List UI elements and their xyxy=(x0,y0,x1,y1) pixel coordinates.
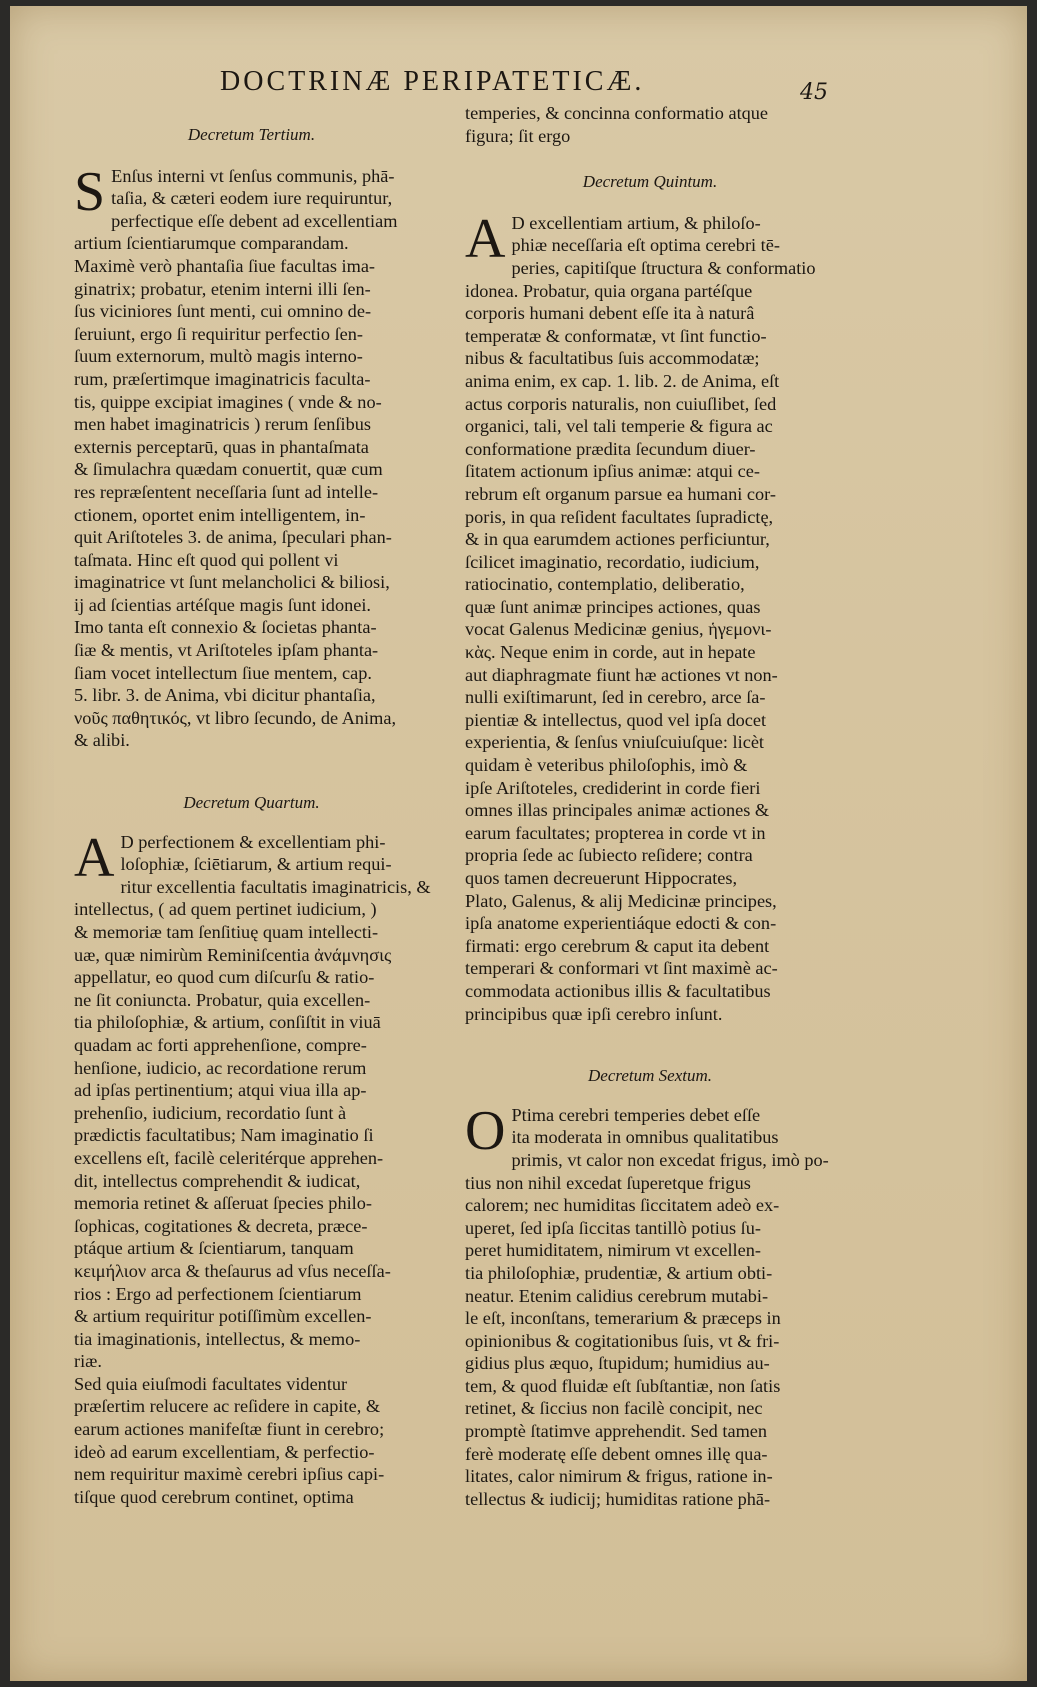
drop-cap: S xyxy=(74,160,106,223)
section-body xyxy=(74,160,429,752)
text-line: phiæ neceſſaria eſt optima cerebri tē- xyxy=(511,235,780,256)
text-line: & memoriæ tam ſenſitiuę quam intellecti- xyxy=(74,922,379,942)
text-line: organici, tali, vel tali temperie & figura ac xyxy=(465,416,773,437)
text-line: peret humiditatem, nimirum vt excellen- xyxy=(465,1240,761,1261)
text-line: perfectique eſſe debent ad excellentiam xyxy=(111,210,398,231)
text-line: primis, vt calor non excedat frigus, imò po- xyxy=(511,1149,829,1170)
text-line: riæ. xyxy=(74,1351,102,1372)
text-line: pientiæ & intellectus, quod vel ipſa docet xyxy=(465,709,767,730)
text-line: temperatæ & conformatæ, vt ſint functio- xyxy=(465,325,767,346)
text-line: idonea. Probatur, quia organa partéſque xyxy=(465,280,753,301)
text-line: temperies, & concinna conformatio atque xyxy=(465,103,769,123)
text-line: quadam ac forti apprehenſione, compre- xyxy=(74,1034,367,1055)
text-line: uperet, ſed ipſa ſiccitas tantillò potius ſu- xyxy=(465,1217,761,1238)
text-line: κειμήλιον arca & theſaurus ad vſus neceſſa- xyxy=(74,1260,391,1281)
text-line: quos tamen decreuerunt Hippocrates, xyxy=(465,868,738,888)
text-line: ad ipſas pertinentium; atqui viua illa ap- xyxy=(74,1080,367,1101)
text-line: prædictis facultatibus; Nam imaginatio ſi xyxy=(74,1125,374,1146)
text-line: imaginatrice vt ſunt melancholici & biliosi, xyxy=(74,572,390,593)
text-line: opinionibus & cogitationibus ſuis, vt & fri- xyxy=(465,1330,780,1351)
text-line: temperari & conformari vt ſint maximè ac- xyxy=(465,958,778,979)
running-head: DOCTRINÆ PERIPATETICÆ. xyxy=(220,66,645,97)
text-line: tem, & quod fluidæ eſt ſubſtantiæ, non ſatis xyxy=(465,1375,781,1396)
section-body xyxy=(465,207,835,1025)
text-line: Maximè verò phantaſia ſiue facultas ima- xyxy=(74,255,376,276)
text-line: ctionem, oportet enim intelligentem, in- xyxy=(74,504,366,525)
text-line: ſiam vocet intellectum ſiue mentem, cap. xyxy=(74,662,372,683)
text-line: excellens eſt, facilè celeritérque apprehen- xyxy=(74,1147,384,1168)
text-line: omnes illas principales animæ actiones & xyxy=(465,800,770,821)
text-line: actus corporis naturalis, non cuiuſlibet, ſed xyxy=(465,393,777,414)
section-heading: Decretum Tertium. xyxy=(187,125,316,144)
text-line: aut diaphragmate fiunt hæ actiones vt non- xyxy=(465,664,778,685)
text-line: memoria retinet & aſſeruat ſpecies philo- xyxy=(74,1193,372,1214)
text-line: taſia, & cæteri eodem iure requiruntur, xyxy=(111,188,393,209)
text-line: ſuum externorum, multò magis interno- xyxy=(74,346,363,367)
text-line: nulli exiſtimarunt, ſed in cerebro, arce ſa- xyxy=(465,687,766,708)
text-line: artium ſcientiarumque comparandam. xyxy=(74,233,349,254)
text-line: tia philoſophiæ, & artium, conſiſtit in viuā xyxy=(74,1012,381,1033)
text-line: henſione, iudicio, ac recordatione rerum xyxy=(74,1057,367,1078)
text-line: tellectus & iudicij; humiditas ratione phā- xyxy=(465,1488,771,1509)
text-line: taſmata. Hinc eſt quod qui pollent vi xyxy=(74,549,339,570)
text-line: peries, capitiſque ſtructura & conformatio xyxy=(511,257,816,278)
text-line: nibus & facultatibus ſuis accommodatæ; xyxy=(465,348,760,369)
text-line: D perfectionem & excellentiam phi- xyxy=(120,831,386,852)
text-line: ſitatem actionum ipſius animæ: atqui ce- xyxy=(465,461,760,482)
text-line: loſophiæ, ſciētiarum, & artium requi- xyxy=(120,854,392,875)
text-line: ipſe Ariſtoteles, crediderint in corde fieri xyxy=(465,777,761,798)
text-line: κὰς. Neque enim in corde, aut in hepate xyxy=(465,642,756,663)
text-line: rum, præſertimque imaginatricis faculta- xyxy=(74,368,371,389)
text-line: uæ, quæ nimirùm Reminiſcentia ἀνάμνησις xyxy=(74,944,392,965)
text-line: experientia, & ſenſus vniuſcuiuſque: licèt xyxy=(465,732,765,753)
text-line: firmati: ergo cerebrum & caput ita debent xyxy=(465,935,770,956)
text-line: tius non nihil excedat ſuperetque frigus xyxy=(465,1172,751,1193)
text-line: ne ſit coniuncta. Probatur, quia excellen- xyxy=(74,989,371,1010)
text-line: le eſt, inconſtans, temerarium & præceps in xyxy=(465,1308,781,1329)
text-line: ſophicas, cogitationes & decreta, præce- xyxy=(74,1215,368,1236)
text-line: poris, in qua reſident facultates ſupradictę, xyxy=(465,506,774,527)
drop-cap: A xyxy=(465,207,506,270)
text-line: 5. libr. 3. de Anima, vbi dicitur phantaſia, xyxy=(74,685,376,706)
decretum-quintum xyxy=(465,171,835,1025)
text-line: litates, calor nimirum & frigus, ratione in- xyxy=(465,1466,773,1487)
text-line: dit, intellectus comprehendit & iudicat, xyxy=(74,1170,361,1191)
text-line: anima enim, ex cap. 1. lib. 2. de Anima, eſt xyxy=(465,370,780,391)
section-body xyxy=(465,1099,835,1511)
decretum-sextum xyxy=(465,1065,835,1510)
text-line: appellatur, eo quod cum diſcurſu & ratio- xyxy=(74,967,375,988)
text-line: Imo tanta eſt connexio & ſocietas phanta- xyxy=(74,617,377,638)
text-line: calorem; nec humiditas ſiccitatem adeò ex- xyxy=(465,1195,780,1216)
text-line: ipſa anatome experientiáque edocti & con- xyxy=(465,913,777,934)
text-line: tia philoſophiæ, prudentiæ, & artium obti- xyxy=(465,1262,773,1283)
text-line: ij ad ſcientias artéſque magis ſunt idonei. xyxy=(74,594,371,615)
text-line: retinet, & ſiccius non facilè concipit, nec xyxy=(465,1398,763,1419)
continuation-text xyxy=(465,102,835,147)
text-line: men habet imaginatricis ) rerum ſenſibus xyxy=(74,414,371,435)
text-line: Enſus interni vt ſenſus communis, phā- xyxy=(111,165,395,186)
text-line: conformatione prædita ſecundum diuer- xyxy=(465,438,756,459)
decretum-quartum xyxy=(74,792,429,1508)
text-line: ſiæ & mentis, vt Ariſtoteles ipſam phanta- xyxy=(74,640,379,661)
text-line: ideò ad earum excellentiam, & perfectio- xyxy=(74,1441,375,1462)
text-line: earum actiones manifeſtæ fiunt in cerebro; xyxy=(74,1419,385,1440)
page-number: 45 xyxy=(800,80,828,105)
text-line: & ſimulachra quædam conuertit, quæ cum xyxy=(74,459,383,480)
text-line: ſcilicet imaginatio, recordatio, iudicium, xyxy=(465,551,760,572)
text-line: neatur. Etenim calidius cerebrum mutabi- xyxy=(465,1285,769,1306)
text-line: quit Ariſtoteles 3. de anima, ſpeculari phan- xyxy=(74,527,392,548)
text-line: externis perceptarū, quas in phantaſmata xyxy=(74,436,369,457)
text-line: tiſque quod cerebrum continet, optima xyxy=(74,1486,354,1507)
section-heading: Decretum Quartum. xyxy=(183,793,320,813)
section-heading: Decretum Quintum. xyxy=(582,172,718,192)
right-column xyxy=(465,102,835,1520)
text-line: promptè ſtatimve apprehendit. Sed tamen xyxy=(465,1421,768,1442)
text-line: ita moderata in omnibus qualitatibus xyxy=(511,1127,779,1148)
text-line: νοῦς παθητικός, vt libro ſecundo, de Anima, xyxy=(74,707,397,728)
section-heading: Decretum Sextum. xyxy=(588,1066,712,1086)
section-body xyxy=(74,826,431,1509)
text-line: D excellentiam artium, & philoſo- xyxy=(511,212,761,233)
drop-cap: O xyxy=(465,1099,506,1162)
text-line: tia imaginationis, intellectus, & memo- xyxy=(74,1328,361,1349)
text-line: earum facultates; propterea in corde vt in xyxy=(465,822,766,843)
text-line: gidius plus æquo, ſtupidum; humidius au- xyxy=(465,1353,770,1374)
text-line: ſeruiunt, ergo ſi requiritur perfectio ſen- xyxy=(74,323,364,344)
text-line: principibus quæ ipſi cerebro inſunt. xyxy=(465,1003,723,1024)
text-line: Plato, Galenus, & alij Medicinæ principes, xyxy=(465,890,777,911)
text-line: Sed quia eiuſmodi facultates videntur xyxy=(74,1373,348,1394)
text-line: quidam è veteribus philoſophis, imò & xyxy=(465,755,748,776)
text-line: & in qua earumdem actiones perficiuntur, xyxy=(465,529,770,550)
left-column xyxy=(74,124,429,1518)
text-line: figura; ſit ergo xyxy=(465,125,571,146)
text-line: ginatrix; probatur, etenim interni illi ſen- xyxy=(74,278,371,299)
text-line: prehenſio, iudicium, recordatio ſunt à xyxy=(74,1102,347,1123)
text-line: rebrum eſt organum parsue ea humani cor- xyxy=(465,483,776,504)
drop-cap: A xyxy=(74,826,115,889)
decretum-tertium xyxy=(74,124,429,752)
text-line: quæ ſunt animæ principes actiones, quas xyxy=(465,596,761,617)
text-line: intellectus, ( ad quem pertinet iudicium, ) xyxy=(74,899,377,920)
book-page xyxy=(10,6,1027,1681)
text-line: commodata actionibus illis & facultatibus xyxy=(465,980,771,1001)
text-line: præſertim relucere ac reſidere in capite, & xyxy=(74,1396,381,1417)
text-line: rios : Ergo ad perfectionem ſcientiarum xyxy=(74,1283,362,1304)
text-line: ſus viciniores ſunt menti, cui omnino de- xyxy=(74,301,372,322)
text-line: ferè moderatę eſſe debent omnes illę qua- xyxy=(465,1443,768,1464)
text-line: ritur excellentia facultatis imaginatricis, & xyxy=(120,876,431,897)
text-line: & alibi. xyxy=(74,730,130,751)
text-line: res repræſentent neceſſaria ſunt ad intelle- xyxy=(74,481,379,502)
text-line: tis, quippe excipiat imagines ( vnde & no- xyxy=(74,391,382,412)
text-line: nem requiritur maximè cerebri ipſius capi- xyxy=(74,1464,385,1485)
text-line: Ptima cerebri temperies debet eſſe xyxy=(511,1104,761,1125)
text-line: propria ſede ac ſubiecto reſidere; contra xyxy=(465,845,753,866)
text-line: corporis humani debent eſſe ita à naturâ xyxy=(465,303,755,324)
text-line: vocat Galenus Medicinæ genius, ἡγεμονι- xyxy=(465,619,772,640)
text-line: ptáque artium & ſcientiarum, tanquam xyxy=(74,1238,354,1259)
text-line: & artium requiritur potiſſimùm excellen- xyxy=(74,1306,372,1327)
text-line: ratiocinatio, contemplatio, deliberatio, xyxy=(465,574,745,595)
